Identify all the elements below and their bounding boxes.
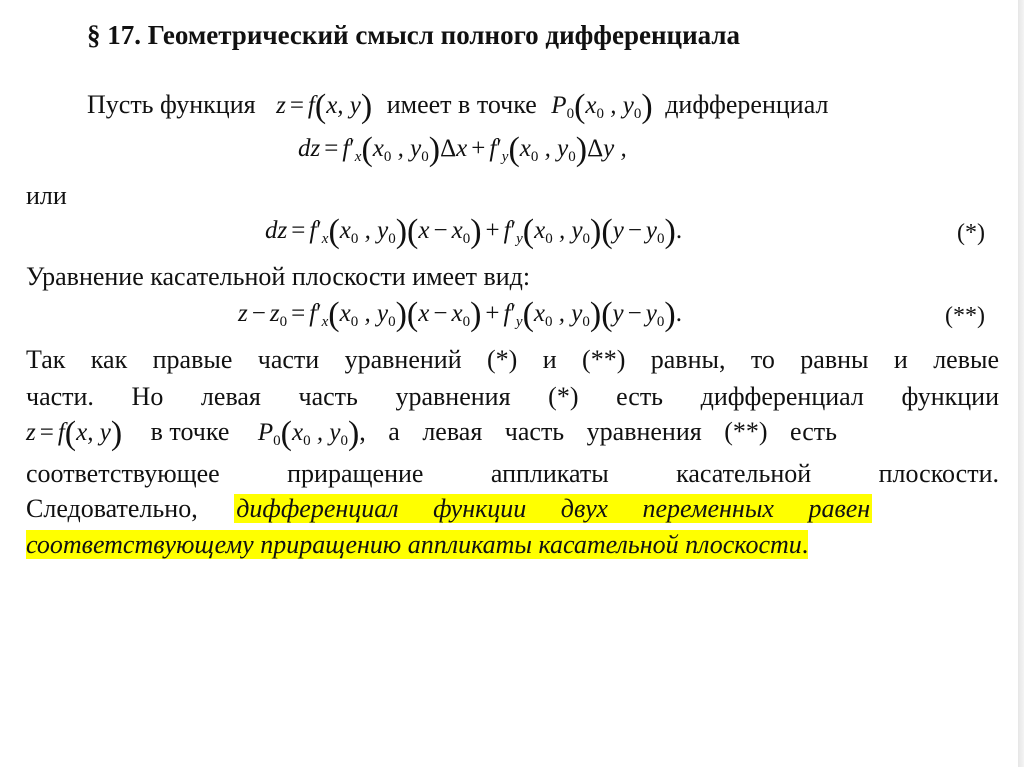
section-title: § 17. Геометрический смысл полного дифференциала xyxy=(87,20,741,50)
body-line-4: соответствующее приращение аппликаты касательной плоскости. xyxy=(26,459,999,488)
function-formula: z = f(x, y) xyxy=(276,88,373,125)
body-line-2: части. Но левая часть уравнения (*) есть дифференциал функции xyxy=(26,382,999,411)
highlight-part-1: дифференциал функции двух переменных равен xyxy=(236,494,871,523)
highlight-part-2: соответствующему приращению аппликаты касательной плоскости xyxy=(26,530,802,559)
slide-edge xyxy=(1018,0,1024,767)
connector-or: или xyxy=(26,181,67,210)
intro-prefix: Пусть функция xyxy=(87,90,256,119)
body-line-3 xyxy=(26,417,999,451)
equation-double-star: $z - z_0 = f'_x(x_0$ , $y_0)(x - x_0) + f'_y(x_0$ , $y_0)(y - y_0)$. xyxy=(238,296,682,333)
equation-star-label: (*) xyxy=(957,220,985,246)
highlight-period: . xyxy=(801,530,809,559)
body-line-3-b: , а левая часть уравнения (**) есть xyxy=(359,417,837,446)
body-line-1: Так как правые части уравнений (*) и (**) равны, то равны и левые xyxy=(26,345,999,374)
tangent-intro: Уравнение касательной плоскости имеет вид: xyxy=(26,262,531,291)
body-line-6 xyxy=(26,530,808,560)
intro-suffix: дифференциал xyxy=(665,90,829,119)
equation-double-star-label: (**) xyxy=(945,303,985,329)
point-formula-inline: $P_0(x_0$ , $y_0$) xyxy=(257,415,360,452)
body-line-5 xyxy=(26,494,999,524)
function-formula-inline: z = f(x, y) xyxy=(26,415,123,452)
body-line-3-a: в точке xyxy=(150,417,230,446)
equation-star: dz = $f'_x(x_0$ , $y_0)(x - x_0) + f'_y(x_0$ , $y_0)(y - y_0)$. xyxy=(265,213,683,250)
body-line-5-plain: Следовательно, xyxy=(26,494,198,523)
intro-middle: имеет в точке xyxy=(386,90,537,119)
point-formula: $P_0(x_0$ , $y_0$) xyxy=(551,88,653,125)
intro-line xyxy=(87,90,828,124)
differential-formula: dz = $f'_x(x_0$ , $y_0)\Delta x + f'_y(x_0$ , $y_0)\Delta y$ , xyxy=(298,131,627,168)
